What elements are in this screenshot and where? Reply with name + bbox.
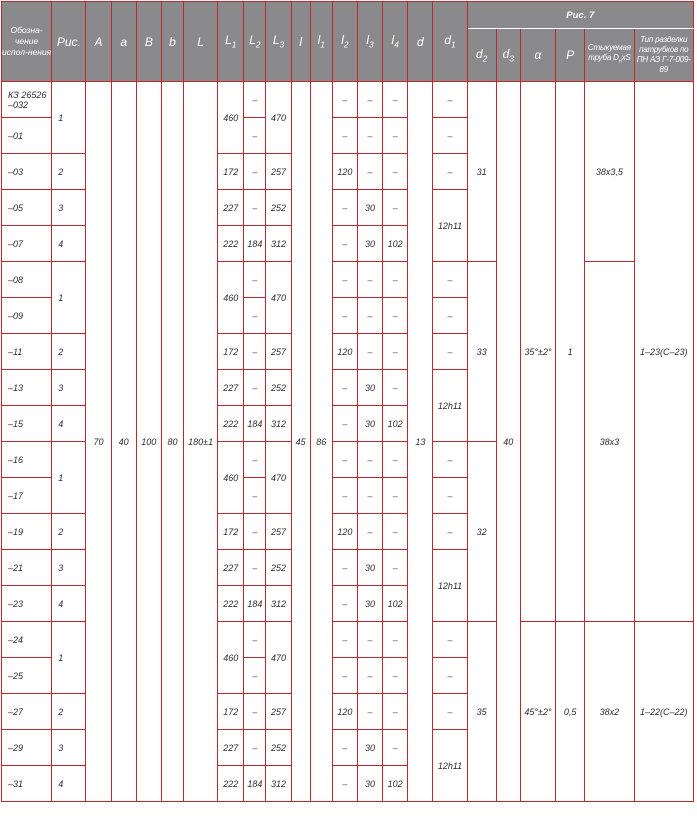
value-l2: – [332, 730, 357, 766]
value-l1: 86 [310, 82, 332, 802]
row-code: –29 [2, 730, 52, 766]
value-L3: 470 [266, 82, 291, 154]
value-l4: – [383, 478, 408, 514]
value-l3: – [357, 694, 382, 730]
header-d2: $d_2$ [467, 29, 496, 82]
value-L1: 222 [218, 226, 244, 262]
header-L3: $L_3$ [266, 2, 291, 82]
value-l4: – [383, 550, 408, 586]
value-pipe: 38x3,5 [585, 82, 634, 262]
header-L: L [184, 2, 218, 82]
value-d1: – [433, 298, 467, 334]
value-l4: – [383, 514, 408, 550]
value-L3: 470 [266, 622, 291, 694]
value-L3: 252 [266, 550, 291, 586]
value-l4: – [383, 262, 408, 298]
value-L3: 312 [266, 586, 291, 622]
value-l3: – [357, 82, 382, 118]
value-l3: – [357, 298, 382, 334]
row-code: –05 [2, 190, 52, 226]
header-d: d [408, 2, 433, 82]
value-L1: 172 [218, 334, 244, 370]
value-d1: – [433, 118, 467, 154]
value-alpha: 35°±2° [520, 82, 555, 622]
value-l2: – [332, 478, 357, 514]
value-d1: – [433, 622, 467, 658]
value-L2: – [244, 550, 266, 586]
header-A: A [86, 2, 111, 82]
value-L1: 460 [218, 262, 244, 334]
value-P: 0,5 [556, 622, 585, 802]
value-l4: 102 [383, 586, 408, 622]
value-l4: – [383, 82, 408, 118]
value-L2: – [244, 622, 266, 658]
value-bevel-type: 1–22(С–22) [634, 622, 694, 802]
value-a: 40 [111, 82, 136, 802]
row-code: –03 [2, 154, 52, 190]
row-ris: 4 [52, 406, 86, 442]
row-ris: 1 [52, 622, 86, 694]
header-B: B [136, 2, 161, 82]
value-L1: 227 [218, 550, 244, 586]
value-alpha: 45°±2° [520, 622, 555, 802]
value-d1: 12h11 [433, 550, 467, 622]
value-l2: – [332, 370, 357, 406]
value-L1: 460 [218, 442, 244, 514]
value-d2: 32 [467, 442, 496, 622]
value-L3: 470 [266, 442, 291, 514]
row-ris: 3 [52, 550, 86, 586]
header-P: P [556, 29, 585, 82]
value-L2: – [244, 298, 266, 334]
value-l2: – [332, 550, 357, 586]
value-L2: 184 [244, 406, 266, 442]
row-code: –25 [2, 658, 52, 694]
value-L2: – [244, 694, 266, 730]
value-l4: – [383, 118, 408, 154]
value-L2: 184 [244, 586, 266, 622]
value-d1: – [433, 514, 467, 550]
value-l3: 30 [357, 190, 382, 226]
value-l: 45 [291, 82, 310, 802]
value-l3: – [357, 622, 382, 658]
value-l4: – [383, 730, 408, 766]
value-L1: 460 [218, 82, 244, 154]
value-d2: 35 [467, 622, 496, 802]
value-l4: – [383, 622, 408, 658]
value-L: 180±1 [184, 82, 218, 802]
header-L1: $L_1$ [218, 2, 244, 82]
row-code: –16 [2, 442, 52, 478]
value-L2: – [244, 262, 266, 298]
value-l4: 102 [383, 766, 408, 802]
spec-table [1, 1, 694, 802]
row-ris: 4 [52, 226, 86, 262]
row-ris: 3 [52, 730, 86, 766]
value-L1: 172 [218, 514, 244, 550]
value-d2: 31 [467, 82, 496, 262]
value-l2: 120 [332, 694, 357, 730]
value-L1: 222 [218, 766, 244, 802]
value-l3: 30 [357, 730, 382, 766]
value-pipe: 38x2 [585, 622, 634, 802]
row-code: –17 [2, 478, 52, 514]
value-L1: 227 [218, 370, 244, 406]
header-l3: $l_3$ [357, 2, 382, 82]
row-ris: 2 [52, 334, 86, 370]
value-L2: – [244, 442, 266, 478]
value-b: 80 [161, 82, 183, 802]
row-ris: 3 [52, 190, 86, 226]
row-ris: 1 [52, 442, 86, 514]
header-d3: $d_3$ [496, 29, 520, 82]
value-L3: 312 [266, 766, 291, 802]
value-l2: 120 [332, 514, 357, 550]
value-l4: – [383, 658, 408, 694]
value-P: 1 [556, 82, 585, 622]
value-l4: 102 [383, 406, 408, 442]
value-l4: – [383, 154, 408, 190]
header-l1: $l_1$ [310, 2, 332, 82]
value-L2: – [244, 154, 266, 190]
header-l4: $l_4$ [383, 2, 408, 82]
value-d1: – [433, 334, 467, 370]
value-l2: – [332, 190, 357, 226]
value-l4: – [383, 694, 408, 730]
value-L2: – [244, 82, 266, 118]
value-L1: 460 [218, 622, 244, 694]
value-d3: 40 [496, 82, 520, 802]
value-L2: – [244, 190, 266, 226]
value-L2: – [244, 334, 266, 370]
value-L2: – [244, 730, 266, 766]
value-B: 100 [136, 82, 161, 802]
row-code: –11 [2, 334, 52, 370]
value-pipe: 38x3 [585, 262, 634, 622]
value-l2: 120 [332, 334, 357, 370]
value-A: 70 [86, 82, 111, 802]
value-L2: – [244, 118, 266, 154]
value-l3: 30 [357, 550, 382, 586]
value-L3: 257 [266, 154, 291, 190]
row-ris: 4 [52, 586, 86, 622]
value-L3: 470 [266, 262, 291, 334]
value-d1: – [433, 478, 467, 514]
header-pipe: Стыкуемая труба $D_нxS$ [585, 29, 634, 82]
header-designation: Обозна-чение испол-нения [2, 2, 52, 82]
value-l4: – [383, 190, 408, 226]
value-l3: – [357, 154, 382, 190]
value-l3: 30 [357, 226, 382, 262]
header-L2: $L_2$ [244, 2, 266, 82]
row-code: –19 [2, 514, 52, 550]
row-ris: 2 [52, 154, 86, 190]
header-d1: $d_1$ [433, 2, 467, 82]
value-l3: – [357, 514, 382, 550]
value-L3: 312 [266, 406, 291, 442]
value-L3: 312 [266, 226, 291, 262]
value-l3: – [357, 118, 382, 154]
value-L3: 257 [266, 334, 291, 370]
value-L2: – [244, 514, 266, 550]
value-d1: – [433, 442, 467, 478]
row-code: –21 [2, 550, 52, 586]
value-l3: – [357, 334, 382, 370]
row-ris: 2 [52, 694, 86, 730]
row-ris: 2 [52, 514, 86, 550]
header-a: a [111, 2, 136, 82]
value-l3: – [357, 658, 382, 694]
value-l4: – [383, 334, 408, 370]
value-l3: – [357, 262, 382, 298]
value-L1: 222 [218, 406, 244, 442]
value-l4: 102 [383, 226, 408, 262]
value-l2: – [332, 406, 357, 442]
row-code: –13 [2, 370, 52, 406]
value-L2: – [244, 658, 266, 694]
row-code: –07 [2, 226, 52, 262]
value-l3: 30 [357, 586, 382, 622]
value-L3: 252 [266, 190, 291, 226]
row-ris: 1 [52, 82, 86, 154]
value-l3: – [357, 478, 382, 514]
value-L1: 227 [218, 730, 244, 766]
header-l: l [291, 2, 310, 82]
value-d1: – [433, 154, 467, 190]
value-d1: – [433, 82, 467, 118]
value-l2: – [332, 766, 357, 802]
value-L2: 184 [244, 226, 266, 262]
value-d1: 12h11 [433, 370, 467, 442]
value-l2: – [332, 586, 357, 622]
value-l2: – [332, 82, 357, 118]
value-l2: – [332, 226, 357, 262]
value-L2: – [244, 478, 266, 514]
row-code: –09 [2, 298, 52, 334]
value-L3: 252 [266, 370, 291, 406]
row-ris: 4 [52, 766, 86, 802]
value-L1: 172 [218, 694, 244, 730]
value-L1: 172 [218, 154, 244, 190]
header-b: b [161, 2, 183, 82]
value-d1: 12h11 [433, 190, 467, 262]
row-code: –15 [2, 406, 52, 442]
header-ris: Рис. [52, 2, 86, 82]
value-L3: 257 [266, 514, 291, 550]
value-d1: – [433, 658, 467, 694]
value-l3: 30 [357, 406, 382, 442]
value-L3: 252 [266, 730, 291, 766]
value-l4: – [383, 298, 408, 334]
value-bevel-type: 1–23(С–23) [634, 82, 694, 622]
value-d1: – [433, 694, 467, 730]
value-d1: 12h11 [433, 730, 467, 802]
value-l3: 30 [357, 370, 382, 406]
row-code: –01 [2, 118, 52, 154]
value-L2: 184 [244, 766, 266, 802]
value-l2: 120 [332, 154, 357, 190]
row-ris: 1 [52, 262, 86, 334]
value-d2: 33 [467, 262, 496, 442]
value-l3: – [357, 442, 382, 478]
row-code: –31 [2, 766, 52, 802]
value-l2: – [332, 442, 357, 478]
header-bevel-type: Тип разделки патрубков по ПН АЭ Г-7-009-89 [634, 29, 694, 82]
row-code: –27 [2, 694, 52, 730]
value-L2: – [244, 370, 266, 406]
value-l4: – [383, 442, 408, 478]
value-l2: – [332, 622, 357, 658]
row-code: КЗ 26526 –032 [2, 82, 52, 118]
row-code: –24 [2, 622, 52, 658]
value-d: 13 [408, 82, 433, 802]
value-d1: – [433, 262, 467, 298]
header-alpha: α [520, 29, 555, 82]
value-l2: – [332, 262, 357, 298]
row-ris: 3 [52, 370, 86, 406]
value-l2: – [332, 118, 357, 154]
value-l2: – [332, 658, 357, 694]
row-code: –23 [2, 586, 52, 622]
value-l3: 30 [357, 766, 382, 802]
value-l2: – [332, 298, 357, 334]
header-ris7: Рис. 7 [467, 2, 693, 29]
value-L1: 227 [218, 190, 244, 226]
value-L1: 222 [218, 586, 244, 622]
value-L3: 257 [266, 694, 291, 730]
row-code: –08 [2, 262, 52, 298]
value-l4: – [383, 370, 408, 406]
header-l2: $l_2$ [332, 2, 357, 82]
